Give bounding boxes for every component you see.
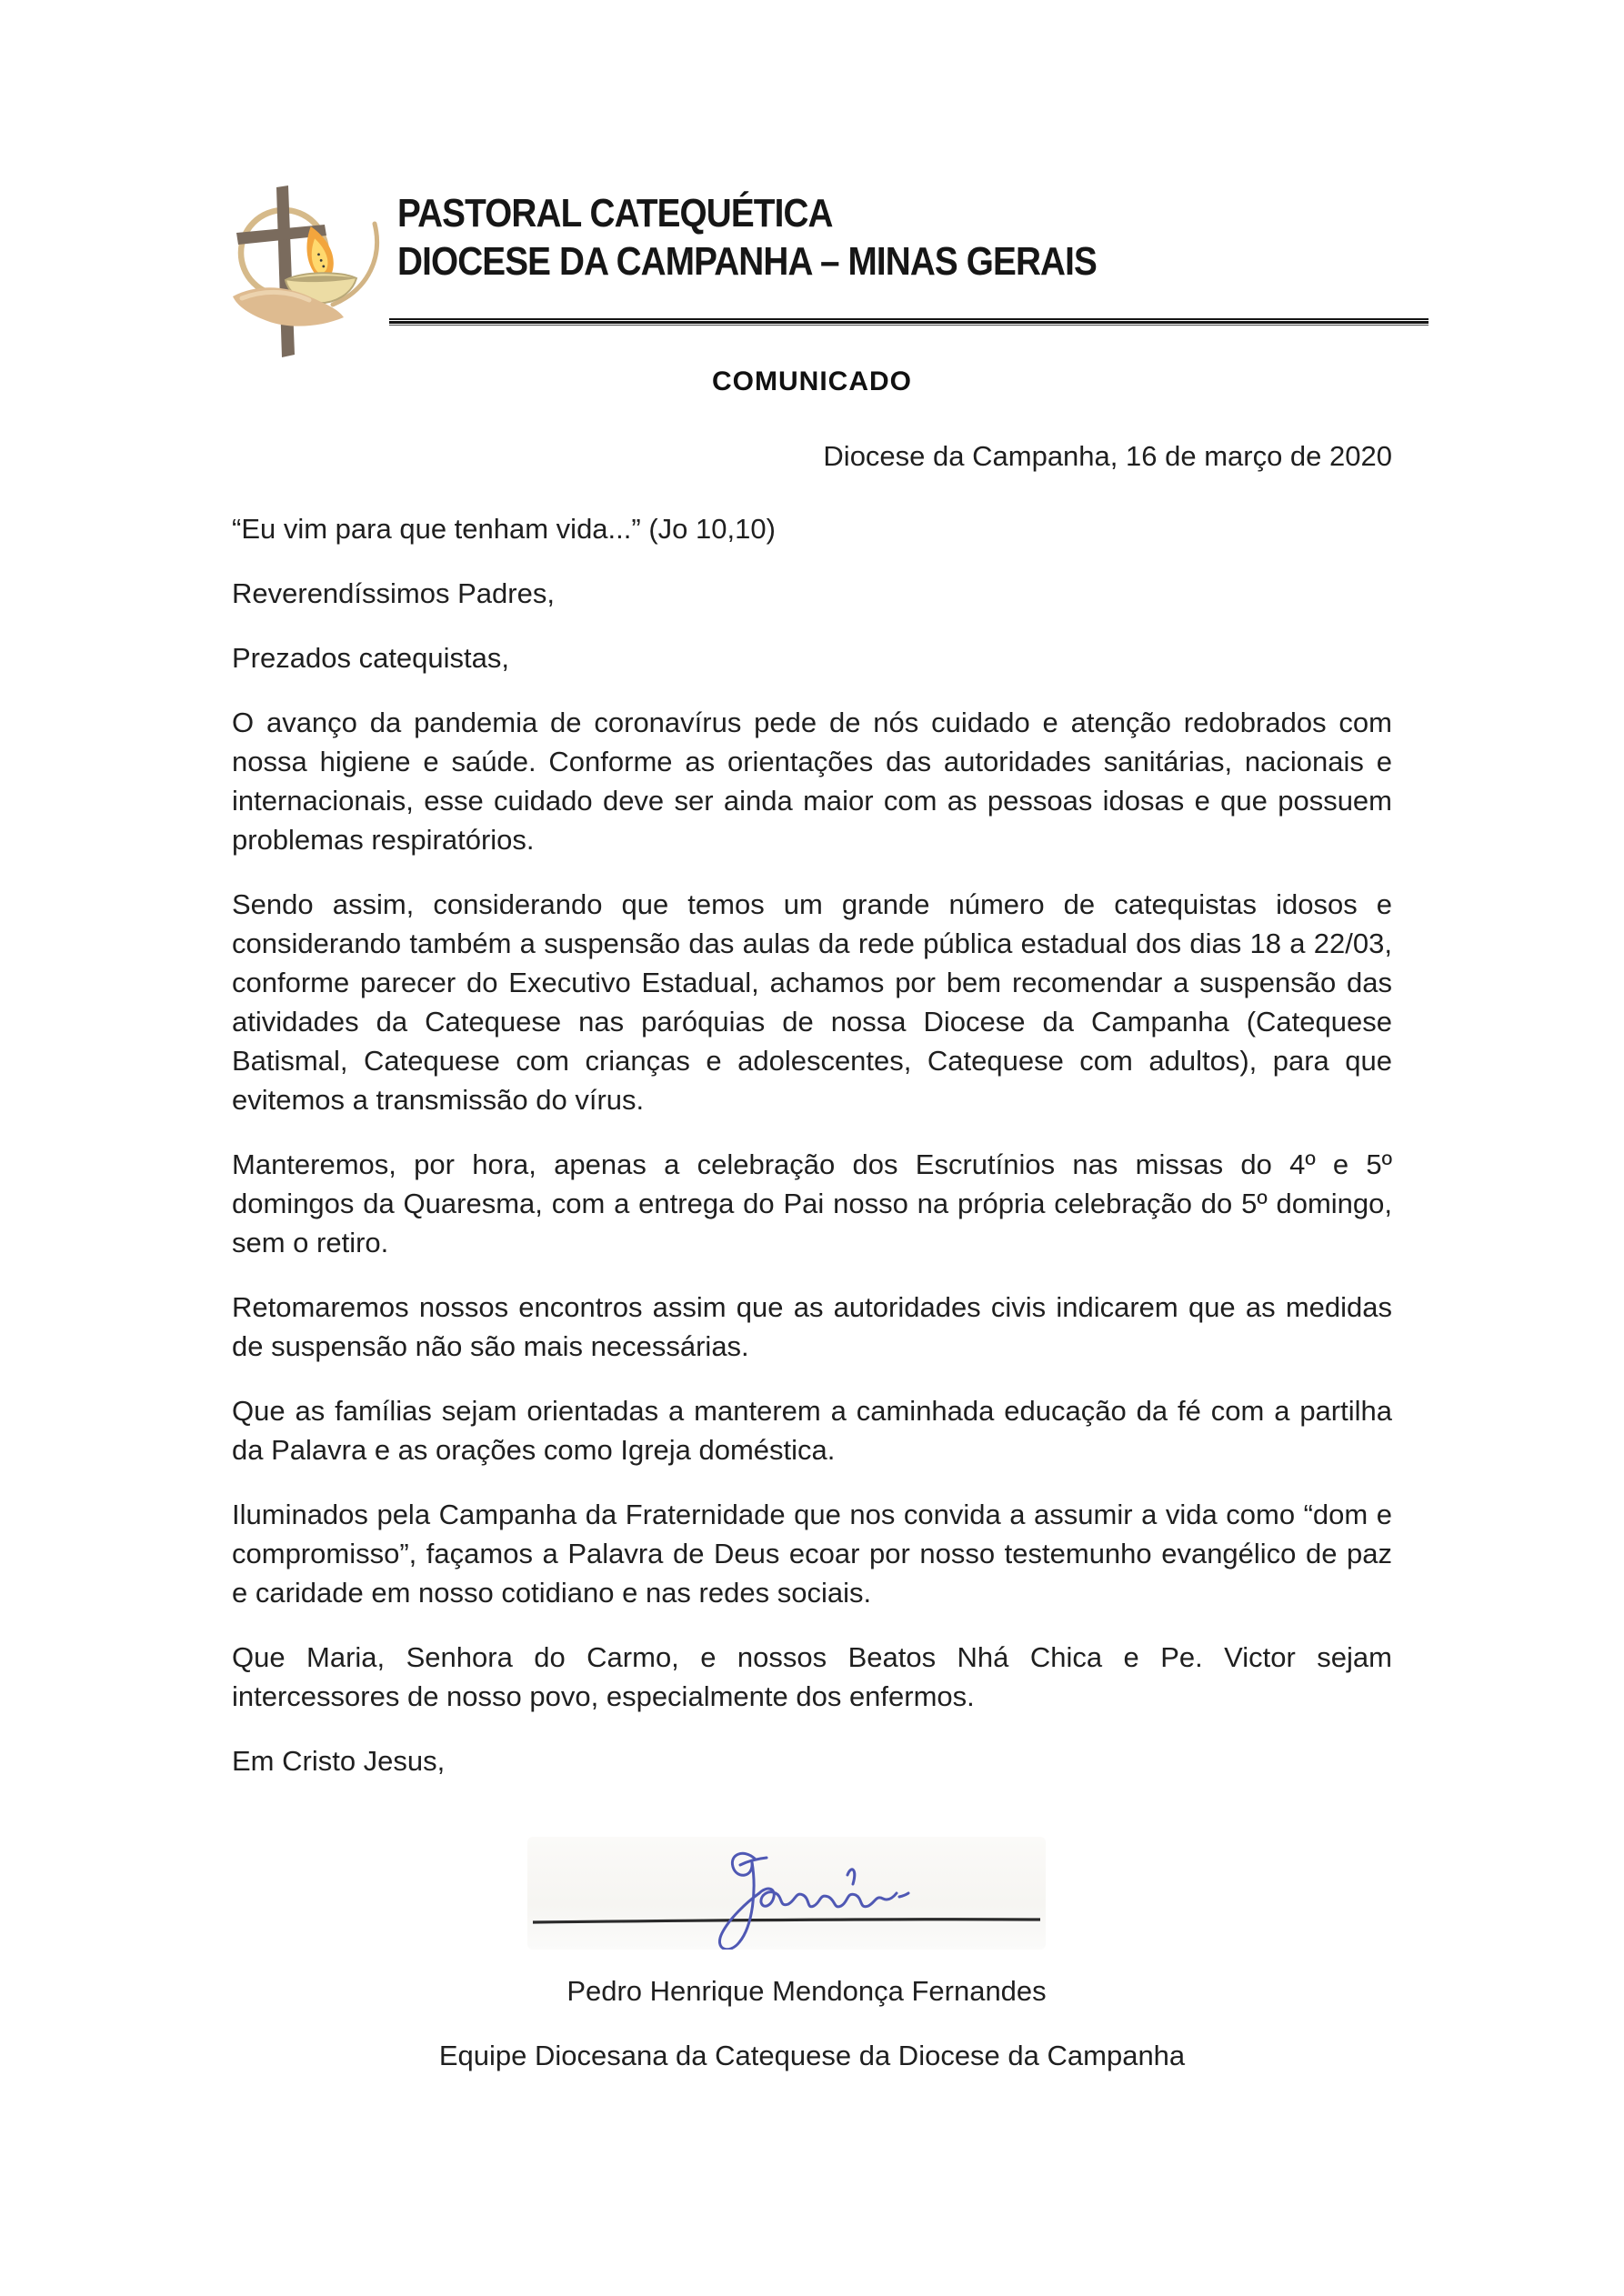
body-paragraph: Iluminados pela Campanha da Fraternidade que nos convida a assumir a vida como “dom e compromisso”, façamos a Palavra de Deus ecoar por nosso testemunho evangélico de paz e caridade em nosso cotidiano e nas redes sociais. bbox=[232, 1499, 1392, 1609]
body-paragraph: Retomaremos nossos encontros assim que as autoridades civis indicarem que as medidas de suspensão não são mais necessárias. bbox=[232, 1291, 1392, 1362]
document-title: COMUNICADO bbox=[712, 366, 912, 396]
handwritten-signature bbox=[719, 1853, 908, 1949]
org-name bbox=[397, 189, 1097, 286]
body-paragraph: Que Maria, Senhora do Carmo, e nossos Beatos Nhá Chica e Pe. Victor sejam intercessores de nosso povo, especialmente dos enfermos. bbox=[232, 1641, 1392, 1712]
catechesis-logo-icon bbox=[224, 173, 400, 367]
dateline: Diocese da Campanha, 16 de março de 2020 bbox=[823, 440, 1392, 472]
salutation-catechists: Prezados catequistas, bbox=[232, 642, 510, 674]
body-paragraph: Manteremos, por hora, apenas a celebração dos Escrutínios nas missas do 4º e 5º domingos da Quaresma, com a entrega do Pai nosso na própria celebração do 5º domingo, sem o retiro. bbox=[232, 1148, 1392, 1258]
signer-team: Equipe Diocesana da Catequese da Diocese da Campanha bbox=[438, 2040, 1186, 2071]
signer-name: Pedro Henrique Mendonça Fernandes bbox=[566, 1975, 1047, 2007]
salutation-priests: Reverendíssimos Padres, bbox=[232, 577, 555, 609]
signature-area bbox=[527, 1837, 1046, 1950]
closing: Em Cristo Jesus, bbox=[232, 1745, 446, 1777]
body-paragraph: O avanço da pandemia de coronavírus pede de nós cuidado e atenção redobrados com nossa higiene e saúde. Conforme as orientações das autoridades sanitárias, nacionais e internacionais, esse cuidado deve ser ainda maior com as pessoas idosas e que possuem problemas respiratórios. bbox=[232, 707, 1392, 856]
org-name-line1: PASTORAL CATEQUÉTICA bbox=[397, 191, 833, 236]
letter-body bbox=[232, 436, 1392, 2075]
header-divider bbox=[389, 318, 1429, 326]
body-paragraph: Sendo assim, considerando que temos um grande número de catequistas idosos e considerando também a suspensão das aulas da rede pública estadual dos dias 18 a 22/03, conforme parecer do Executivo Estadual, achamos por bem recomendar a suspensão das atividades da Catequese nas paróquias de nossa Diocese da Campanha (Catequese Batismal, Catequese com crianças e adolescentes, Catequese com adultos), para que evitemos a transmissão do vírus. bbox=[232, 888, 1392, 1116]
epigraph: “Eu vim para que tenham vida...” (Jo 10,10) bbox=[232, 513, 776, 545]
org-name-line2: DIOCESE DA CAMPANHA – MINAS GERAIS bbox=[397, 239, 1097, 284]
body-paragraph: Que as famílias sejam orientadas a manterem a caminhada educação da fé com a partilha da Palavra e as orações como Igreja doméstica. bbox=[232, 1395, 1392, 1466]
signature-line bbox=[533, 1920, 1040, 1922]
